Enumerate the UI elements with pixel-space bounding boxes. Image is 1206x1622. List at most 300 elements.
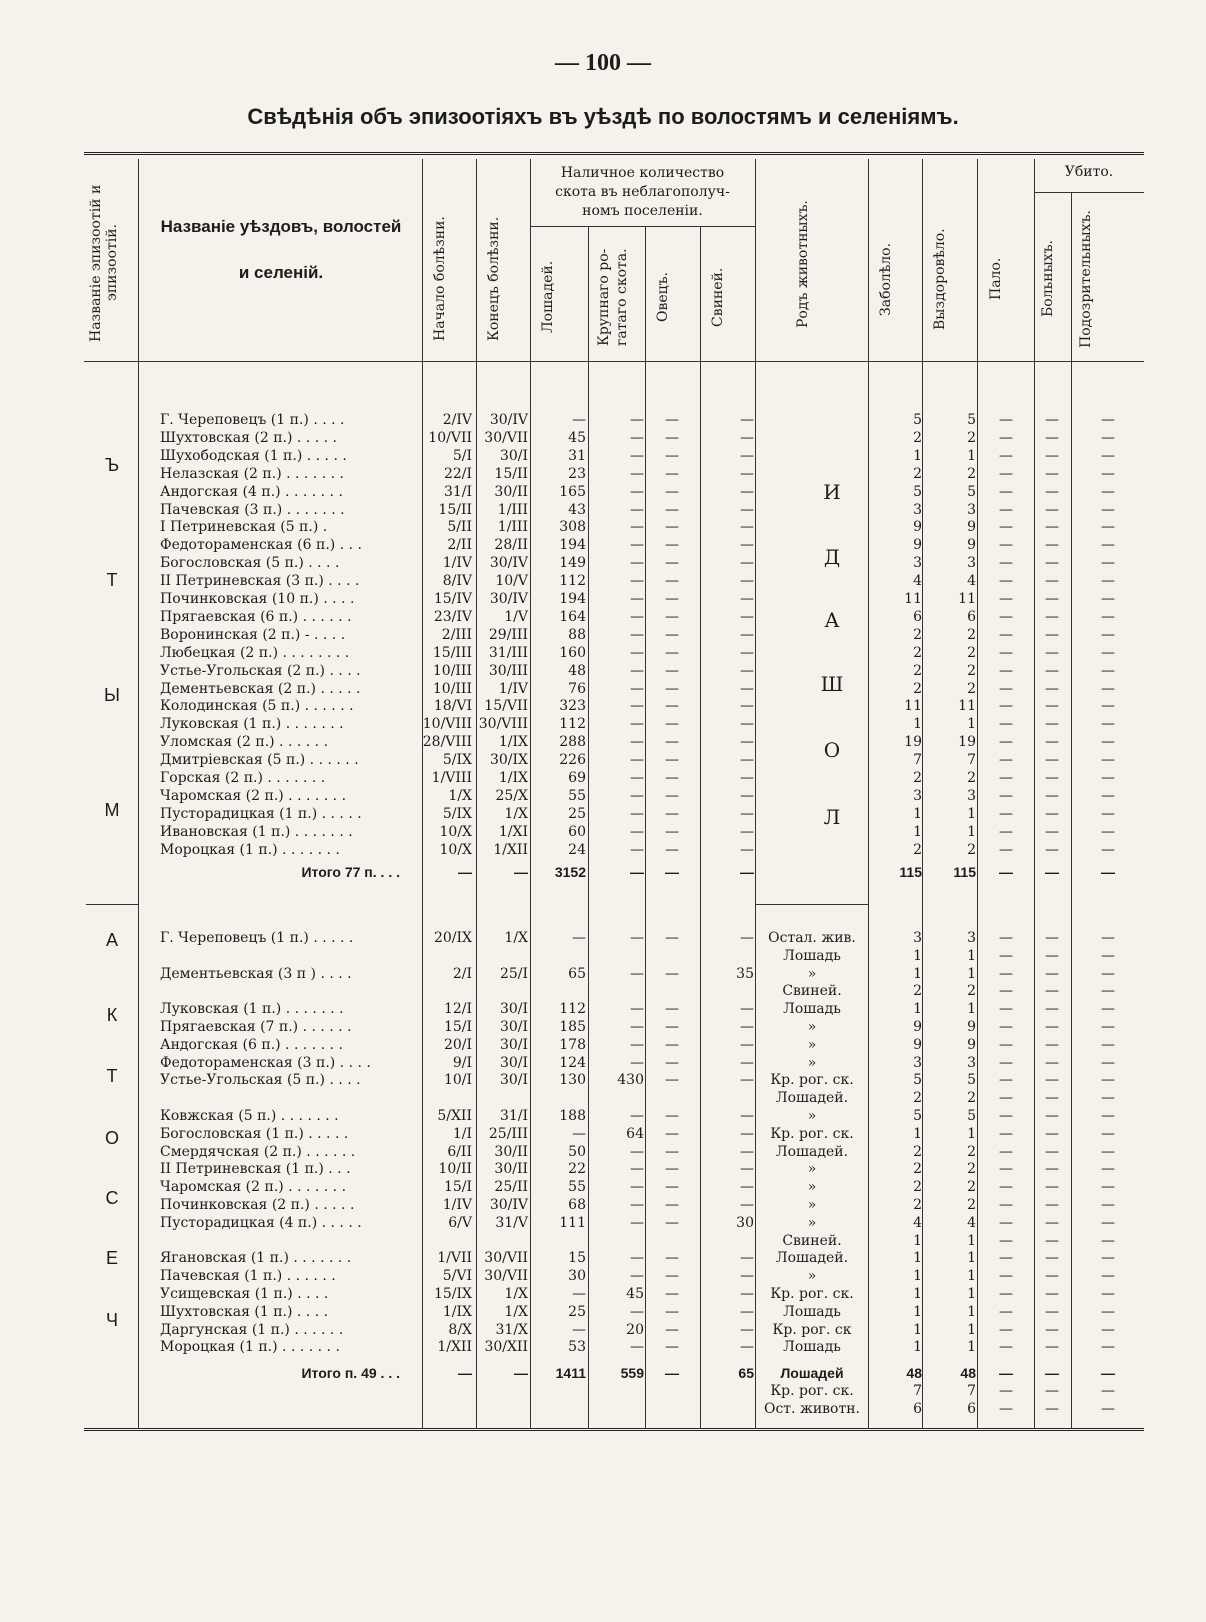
cell-name: Луковская (1 п.) . . . . . . . xyxy=(160,1001,344,1018)
cell-pigs: — xyxy=(740,608,754,625)
cell-start: 10/X xyxy=(439,841,472,858)
cell-cattle: — xyxy=(630,1197,644,1213)
cell-sheep: — xyxy=(665,608,679,625)
cell-end: — xyxy=(514,864,528,880)
cell-start: 15/I xyxy=(443,1179,472,1196)
cell-pigs: — xyxy=(740,680,754,697)
cell-rec: 115 xyxy=(953,864,976,880)
table-row xyxy=(140,501,1144,520)
cell-kind: » xyxy=(807,1179,817,1196)
cell-end: 30/IV xyxy=(489,412,528,428)
cell-ill: 1 xyxy=(913,965,922,982)
cell-susp: — xyxy=(1101,519,1115,536)
cell-start: 1/IV xyxy=(442,555,472,572)
cell-horses: 1411 xyxy=(555,1365,586,1381)
cell-rec: 1 xyxy=(967,1001,976,1018)
cell-name: Усищевская (1 п.) . . . . xyxy=(160,1286,329,1302)
cell-rec: 7 xyxy=(967,1383,976,1399)
cell-end: 30/IV xyxy=(489,1197,528,1213)
cell-name: Шухтовская (1 п.) . . . . xyxy=(160,1303,329,1320)
cell-name: Г. Череповецъ (1 п.) . . . . xyxy=(160,412,345,428)
cell-end: 25/I xyxy=(499,965,528,982)
cell-susp: — xyxy=(1101,555,1115,572)
cell-end: 30/I xyxy=(499,447,528,464)
cell-horses: 124 xyxy=(559,1054,586,1071)
cell-sick: — xyxy=(1045,930,1059,946)
cell-pigs: — xyxy=(740,734,754,751)
cell-start: 10/III xyxy=(432,662,472,679)
cell-susp: — xyxy=(1101,626,1115,643)
cell-cattle: — xyxy=(630,1001,644,1018)
group-header-line xyxy=(530,226,755,227)
cell-end: 25/III xyxy=(488,1125,528,1142)
cell-start: 31/I xyxy=(443,483,472,500)
cell-died: — xyxy=(999,1303,1013,1320)
cell-died: — xyxy=(999,1125,1013,1142)
cell-horses: 53 xyxy=(568,1339,586,1356)
table-row xyxy=(140,1018,1144,1037)
cell-cattle: 430 xyxy=(617,1072,644,1089)
cell-horses: 194 xyxy=(559,537,586,554)
cell-pigs: 35 xyxy=(736,965,754,982)
cell-died: — xyxy=(999,644,1013,661)
cell-kind: Свиней. xyxy=(782,983,842,1000)
cell-start: 23/IV xyxy=(433,608,472,625)
cell-ill: 11 xyxy=(904,591,922,607)
cell-rec: 5 xyxy=(967,1072,976,1089)
header-names-line2: и селеній. xyxy=(238,263,324,282)
cell-start: 5/VI xyxy=(442,1268,472,1285)
cell-pigs: 30 xyxy=(736,1214,754,1231)
cell-cattle: 64 xyxy=(626,1125,644,1142)
cell-pigs: — xyxy=(740,1179,754,1196)
cell-susp: — xyxy=(1101,1268,1115,1285)
page-title: Свѣдѣнія объ эпизоотіяхъ въ уѣздѣ по волостямъ и селеніямъ. xyxy=(247,104,959,129)
cell-pigs: — xyxy=(740,1286,754,1302)
table-row xyxy=(140,929,1144,948)
cell-start: 15/IX xyxy=(433,1286,472,1302)
cell-ill: 3 xyxy=(913,930,922,946)
cell-start: 10/I xyxy=(443,1072,472,1089)
cell-susp: — xyxy=(1101,1125,1115,1142)
cell-susp: — xyxy=(1101,1383,1115,1399)
cell-ill: 2 xyxy=(913,1143,922,1160)
cell-died: — xyxy=(999,501,1013,518)
cell-start: 10/III xyxy=(432,680,472,697)
cell-name: Устье-Угольская (2 п.) . . . . xyxy=(160,662,361,679)
cell-end: 31/I xyxy=(499,1108,528,1124)
cell-died: — xyxy=(999,1161,1013,1178)
cell-horses: 55 xyxy=(568,787,586,804)
cell-pigs: — xyxy=(740,1054,754,1071)
cell-horses: 149 xyxy=(559,555,586,572)
cell-start: 6/II xyxy=(447,1143,472,1160)
cell-end: 30/VII xyxy=(484,429,528,446)
cell-cattle: 45 xyxy=(626,1286,644,1302)
cell-name: Колодинская (5 п.) . . . . . . xyxy=(160,698,354,715)
table-row xyxy=(140,1285,1144,1304)
cell-ill: 1 xyxy=(913,1339,922,1356)
cell-rec: 7 xyxy=(967,752,976,769)
cell-cattle: — xyxy=(630,716,644,733)
cell-cattle: — xyxy=(630,429,644,446)
cell-ill: 1 xyxy=(913,947,922,964)
cell-name: Шухободская (1 п.) . . . . . xyxy=(160,447,347,464)
cell-ill: 2 xyxy=(913,662,922,679)
cell-sheep: — xyxy=(665,555,679,572)
cell-ill: 1 xyxy=(913,805,922,822)
cell-susp: — xyxy=(1101,752,1115,769)
cell-start: 20/IX xyxy=(433,930,472,946)
cell-ill: 2 xyxy=(913,429,922,446)
cell-ill: 2 xyxy=(913,1161,922,1178)
cell-name: Починковская (10 п.) . . . . xyxy=(160,591,355,607)
cell-horses: 3152 xyxy=(554,864,586,880)
cell-end: 28/II xyxy=(494,537,528,554)
header-group-line1: Наличное количество xyxy=(560,165,725,181)
cell-rec: 4 xyxy=(967,573,976,590)
cell-ill: 2 xyxy=(913,1090,922,1107)
section1-disease-letter: Ъ xyxy=(104,455,120,475)
cell-horses: 30 xyxy=(568,1268,586,1285)
cell-horses: — xyxy=(572,1321,586,1338)
cell-susp: — xyxy=(1101,1090,1115,1107)
cell-kind: Лошадь xyxy=(783,1339,841,1356)
cell-ill: 9 xyxy=(913,519,922,536)
cell-susp: — xyxy=(1101,429,1115,446)
cell-name: Прягаевская (6 п.) . . . . . . xyxy=(160,608,352,625)
cell-cattle: — xyxy=(630,465,644,482)
cell-start: 2/II xyxy=(447,537,472,554)
cell-sheep: — xyxy=(665,770,679,786)
cell-end: 30/I xyxy=(499,1072,528,1089)
cell-sheep: — xyxy=(665,573,679,590)
cell-kind: Лошадь xyxy=(783,1001,841,1018)
cell-rec: 9 xyxy=(967,537,976,554)
cell-sick: — xyxy=(1045,1303,1059,1320)
cell-start: 8/X xyxy=(448,1321,472,1338)
cell-rec: 11 xyxy=(958,698,976,715)
cell-start: 8/IV xyxy=(442,573,472,590)
total-row xyxy=(140,1364,1144,1383)
cell-horses: 165 xyxy=(559,483,586,500)
cell-horses: 15 xyxy=(568,1250,586,1267)
cell-susp: — xyxy=(1101,591,1115,607)
cell-pigs: — xyxy=(740,1143,754,1160)
cell-kind: » xyxy=(807,1268,817,1285)
header-group-line3: номъ поселеніи. xyxy=(582,203,703,219)
cell-died: — xyxy=(999,1001,1013,1018)
cell-ill: 1 xyxy=(913,1001,922,1018)
cell-cattle: — xyxy=(630,1179,644,1196)
table-row xyxy=(140,1107,1144,1126)
cell-start: 5/II xyxy=(447,519,472,536)
table-row xyxy=(140,1267,1144,1286)
cell-cattle: — xyxy=(630,864,644,880)
cell-horses: 112 xyxy=(559,716,586,733)
table-row xyxy=(140,1249,1144,1268)
table-row xyxy=(140,518,1144,537)
cell-name: Мороцкая (1 п.) . . . . . . . xyxy=(160,841,340,858)
cell-horses: — xyxy=(572,1286,586,1302)
cell-died: — xyxy=(999,1197,1013,1213)
cell-end: 15/II xyxy=(494,465,528,482)
cell-rec: 2 xyxy=(967,680,976,697)
cell-ill: 115 xyxy=(899,864,922,880)
table-row xyxy=(140,1214,1144,1233)
cell-died: — xyxy=(999,752,1013,769)
cell-died: — xyxy=(999,1400,1013,1417)
cell-susp: — xyxy=(1101,465,1115,482)
table-row xyxy=(140,1303,1144,1322)
section1-disease-letter: Т xyxy=(106,570,118,590)
cell-kind: Кр. рог. ск. xyxy=(770,1072,854,1089)
cell-sheep: — xyxy=(665,644,679,661)
cell-start: 6/V xyxy=(448,1214,472,1231)
cell-kind: Лошадей. xyxy=(775,1250,849,1267)
cell-rec: 6 xyxy=(967,608,976,625)
cell-died: — xyxy=(999,662,1013,679)
cell-end: 1/XII xyxy=(493,841,528,858)
cell-susp: — xyxy=(1101,1197,1115,1213)
cell-sick: — xyxy=(1045,698,1059,715)
cell-kind: Лошадь xyxy=(783,1303,841,1320)
cell-cattle: — xyxy=(630,787,644,804)
header-bottom-line xyxy=(84,361,1144,362)
table-row xyxy=(140,769,1144,788)
cell-sheep: — xyxy=(665,752,679,769)
cell-horses: 194 xyxy=(559,591,586,607)
cell-cattle: — xyxy=(630,841,644,858)
cell-sick: — xyxy=(1045,752,1059,769)
cell-rec: 1 xyxy=(967,965,976,982)
cell-susp: — xyxy=(1101,608,1115,625)
cell-sick: — xyxy=(1045,770,1059,786)
cell-susp: — xyxy=(1101,1286,1115,1302)
cell-end: 30/III xyxy=(488,662,528,679)
cell-pigs: — xyxy=(740,1339,754,1356)
cell-horses: 65 xyxy=(568,965,586,982)
cell-ill: 5 xyxy=(913,412,922,428)
cell-start: 5/I xyxy=(452,447,472,464)
cell-sick: — xyxy=(1045,716,1059,733)
cell-died: — xyxy=(999,573,1013,590)
cell-died: — xyxy=(999,680,1013,697)
header-died: Пало. xyxy=(988,257,1004,301)
cell-ill: 19 xyxy=(904,734,922,751)
cell-rec: 1 xyxy=(967,823,976,840)
cell-ill: 2 xyxy=(913,770,922,786)
cell-start: 1/I xyxy=(452,1125,472,1142)
cell-ill: 2 xyxy=(913,1179,922,1196)
cell-susp: — xyxy=(1101,447,1115,464)
cell-rec: 11 xyxy=(958,591,976,607)
cell-sick: — xyxy=(1045,1108,1059,1124)
cell-pigs: — xyxy=(740,864,754,880)
cell-died: — xyxy=(999,823,1013,840)
cell-susp: — xyxy=(1101,483,1115,500)
cell-start: — xyxy=(458,864,472,880)
cell-ill: 2 xyxy=(913,680,922,697)
cell-cattle: — xyxy=(630,537,644,554)
cell-sick: — xyxy=(1045,1400,1059,1417)
table-row xyxy=(140,680,1144,699)
table-row xyxy=(140,554,1144,573)
cell-susp: — xyxy=(1101,983,1115,1000)
cell-ill: 1 xyxy=(913,1250,922,1267)
cell-sick: — xyxy=(1045,591,1059,607)
table-row xyxy=(140,1054,1144,1073)
cell-sheep: — xyxy=(665,1125,679,1142)
cell-rec: 9 xyxy=(967,519,976,536)
cell-died: — xyxy=(999,805,1013,822)
header-recovered: Выздоровѣло. xyxy=(932,228,948,330)
cell-susp: — xyxy=(1101,770,1115,786)
cell-pigs: — xyxy=(740,465,754,482)
cell-kind: Кр. рог. ск. xyxy=(770,1383,854,1399)
cell-start: 1/VIII xyxy=(431,770,472,786)
cell-cattle: — xyxy=(630,447,644,464)
cell-rec: 9 xyxy=(967,1019,976,1035)
cell-sheep: — xyxy=(665,698,679,715)
cell-cattle: — xyxy=(630,1108,644,1124)
cell-start: 1/XII xyxy=(437,1339,472,1356)
cell-horses: 24 xyxy=(568,841,586,858)
cell-died: — xyxy=(999,787,1013,804)
cell-sheep: — xyxy=(665,716,679,733)
cell-end: 31/X xyxy=(495,1321,528,1338)
cell-kind: Ост. животн. xyxy=(763,1400,860,1417)
cell-susp: — xyxy=(1101,644,1115,661)
table-row xyxy=(140,1125,1144,1144)
page-number: — 100 — xyxy=(555,50,651,76)
cell-cattle: — xyxy=(630,608,644,625)
cell-pigs: — xyxy=(740,447,754,464)
cell-end: 30/I xyxy=(499,1001,528,1018)
cell-name: Андогская (6 п.) . . . . . . . xyxy=(160,1036,343,1053)
cell-cattle: — xyxy=(630,555,644,572)
cell-rec: 2 xyxy=(967,1090,976,1107)
section2-disease-letter: К xyxy=(106,1005,118,1025)
table-row xyxy=(140,1321,1144,1340)
grid-line xyxy=(138,159,139,1429)
cell-sick: — xyxy=(1045,1072,1059,1089)
cell-susp: — xyxy=(1101,734,1115,751)
cell-died: — xyxy=(999,429,1013,446)
cell-end: 25/II xyxy=(494,1179,528,1196)
cell-ill: 1 xyxy=(913,1232,922,1249)
cell-sick: — xyxy=(1045,537,1059,554)
cell-ill: 1 xyxy=(913,1321,922,1338)
cell-name: Ковжская (5 п.) . . . . . . . xyxy=(160,1108,339,1124)
cell-name: Даргунская (1 п.) . . . . . . xyxy=(160,1321,344,1338)
cell-susp: — xyxy=(1101,1108,1115,1124)
cell-horses: 130 xyxy=(559,1072,586,1089)
cell-name: Уломская (2 п.) . . . . . . xyxy=(160,734,329,751)
cell-horses: 226 xyxy=(559,752,586,769)
cell-sick: — xyxy=(1045,608,1059,625)
cell-susp: — xyxy=(1101,573,1115,590)
cell-susp: — xyxy=(1101,1054,1115,1071)
header-kind: Родъ животныхъ. xyxy=(795,200,811,328)
cell-pigs: — xyxy=(740,770,754,786)
cell-cattle: — xyxy=(630,770,644,786)
cell-ill: 6 xyxy=(913,1400,922,1417)
table-row xyxy=(140,1089,1144,1108)
cell-rec: 1 xyxy=(967,1339,976,1356)
cell-start: 2/III xyxy=(441,626,472,643)
cell-sick: — xyxy=(1045,1001,1059,1018)
cell-horses: 111 xyxy=(559,1214,586,1231)
cell-died: — xyxy=(999,1232,1013,1249)
cell-pigs: — xyxy=(740,823,754,840)
table-row xyxy=(140,1196,1144,1215)
cell-start: 12/I xyxy=(443,1001,472,1018)
cell-end: 1/V xyxy=(504,608,528,625)
cell-pigs: — xyxy=(740,1019,754,1035)
cell-end: 30/VIII xyxy=(478,716,528,733)
cell-sheep: — xyxy=(665,662,679,679)
cell-name: II Петриневская (1 п.) . . . xyxy=(160,1161,351,1178)
cell-ill: 1 xyxy=(913,1125,922,1142)
cell-died: — xyxy=(999,555,1013,572)
cell-name: Пачевская (3 п.) . . . . . . . xyxy=(160,501,345,518)
cell-susp: — xyxy=(1101,1214,1115,1231)
cell-rec: 5 xyxy=(967,483,976,500)
cell-cattle: — xyxy=(630,1019,644,1035)
cell-sheep: — xyxy=(665,1036,679,1053)
cell-died: — xyxy=(999,734,1013,751)
table-row xyxy=(140,465,1144,484)
cell-susp: — xyxy=(1101,823,1115,840)
cell-pigs: — xyxy=(740,429,754,446)
cell-end: 1/X xyxy=(504,1303,528,1320)
cell-died: — xyxy=(999,1054,1013,1071)
cell-ill: 4 xyxy=(913,1214,922,1231)
table-row xyxy=(140,1000,1144,1019)
cell-name: Устье-Угольская (5 п.) . . . . xyxy=(160,1072,361,1089)
cell-ill: 2 xyxy=(913,1197,922,1213)
cell-sick: — xyxy=(1045,662,1059,679)
cell-kind: » xyxy=(807,1054,817,1071)
cell-died: — xyxy=(999,483,1013,500)
cell-died: — xyxy=(999,465,1013,482)
cell-ill: 5 xyxy=(913,1072,922,1089)
cell-sick: — xyxy=(1045,1161,1059,1178)
cell-sheep: — xyxy=(665,787,679,804)
cell-susp: — xyxy=(1101,787,1115,804)
cell-ill: 3 xyxy=(913,555,922,572)
cell-sheep: — xyxy=(665,1214,679,1231)
header-sheep: Овецъ. xyxy=(655,272,671,323)
cell-died: — xyxy=(999,698,1013,715)
cell-ill: 4 xyxy=(913,573,922,590)
cell-start: 1/IV xyxy=(442,1197,472,1213)
cell-ill: 2 xyxy=(913,841,922,858)
table-row xyxy=(140,787,1144,806)
cell-cattle: — xyxy=(630,483,644,500)
cell-horses: 112 xyxy=(559,573,586,590)
cell-susp: — xyxy=(1101,805,1115,822)
cell-sick: — xyxy=(1045,626,1059,643)
cell-sheep: — xyxy=(665,1197,679,1213)
cell-rec: 1 xyxy=(967,447,976,464)
cell-name: Андогская (4 п.) . . . . . . . xyxy=(160,483,343,500)
cell-pigs: — xyxy=(740,591,754,607)
cell-sheep: — xyxy=(665,1108,679,1124)
cell-name: Пусторадицкая (4 п.) . . . . . xyxy=(160,1214,362,1231)
cell-pigs: — xyxy=(740,412,754,428)
